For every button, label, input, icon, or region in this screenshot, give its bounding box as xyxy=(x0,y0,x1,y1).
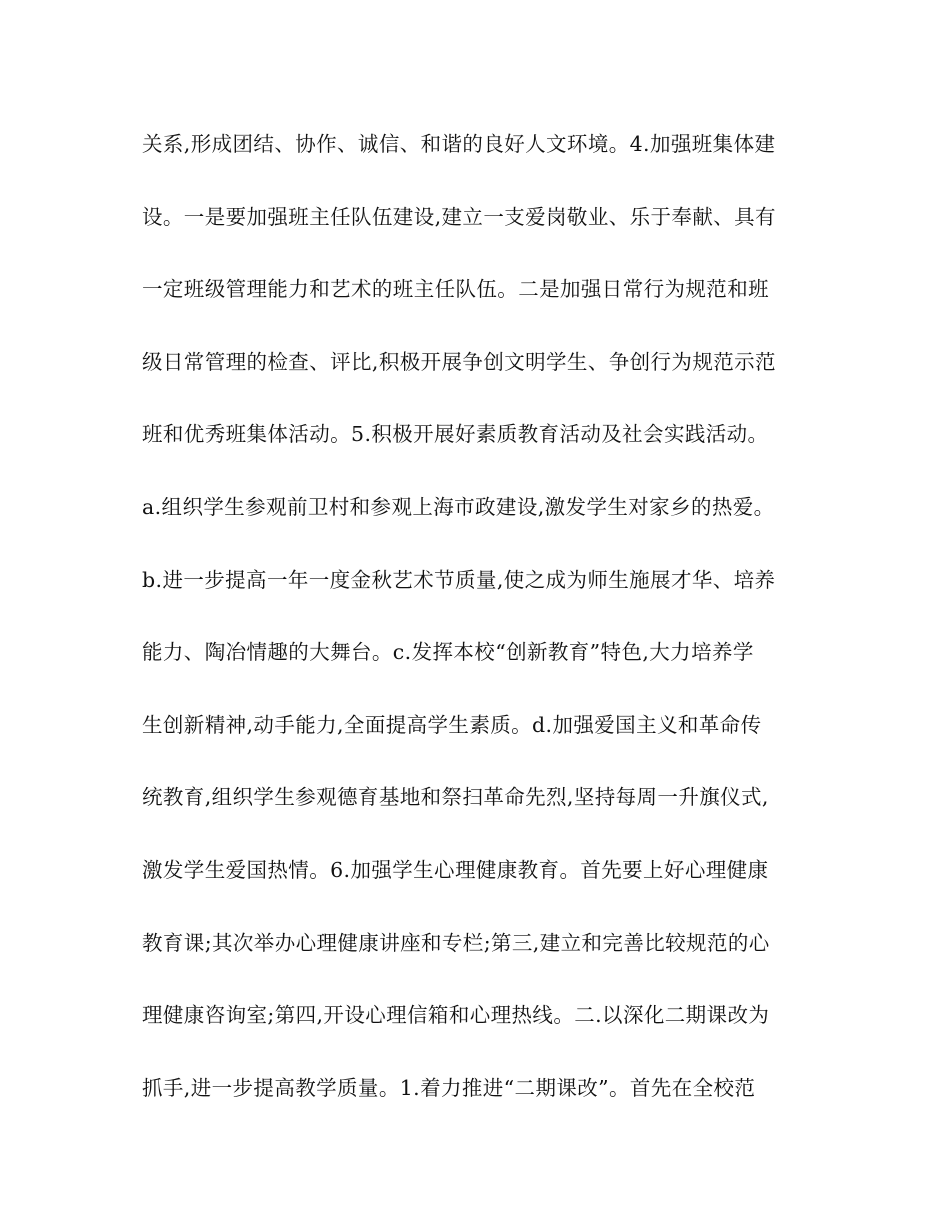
text-line-13: 理健康咨询室;第四,开设心理信箱和心理热线。二.以深化二期课改为 xyxy=(142,1003,770,1028)
text-line-3: 一定班级管理能力和艺术的班主任队伍。二是加强日常行为规范和班 xyxy=(142,277,769,302)
text-line-14: 抓手,进一步提高教学质量。1.着力推进“二期课改”。首先在全校范 xyxy=(142,1075,756,1100)
text-line-12: 教育课;其次举办心理健康讲座和专栏;第三,建立和完善比较规范的心 xyxy=(142,930,770,955)
text-line-8: 能力、陶冶情趣的大舞台。c.发挥本校“创新教育”特色,大力培养学 xyxy=(142,640,754,665)
text-line-9: 生创新精神,动手能力,全面提高学生素质。d.加强爱国主义和革命传 xyxy=(142,712,762,737)
text-line-1: 关系,形成团结、协作、诚信、和谐的良好人文环境。4.加强班集体建 xyxy=(142,132,776,156)
text-line-7: b.进一步提高一年一度金秋艺术节质量,使之成为师生施展才华、培养 xyxy=(142,567,776,592)
text-line-2: 设。一是要加强班主任队伍建设,建立一支爱岗敬业、乐于奉献、具有 xyxy=(142,204,776,229)
text-line-11: 激发学生爱国热情。6.加强学生心理健康教育。首先要上好心理健康 xyxy=(142,857,769,882)
text-line-6: a.组织学生参观前卫村和参观上海市政建设,激发学生对家乡的热爱。 xyxy=(142,494,775,519)
text-line-5: 班和优秀班集体活动。5.积极开展好素质教育活动及社会实践活动。 xyxy=(142,422,769,447)
text-line-4: 级日常管理的检查、评比,积极开展争创文明学生、争创行为规范示范 xyxy=(142,349,776,374)
text-line-10: 统教育,组织学生参观德育基地和祭扫革命先烈,坚持每周一升旗仪式, xyxy=(142,785,769,810)
body-paragraph xyxy=(142,122,822,1138)
